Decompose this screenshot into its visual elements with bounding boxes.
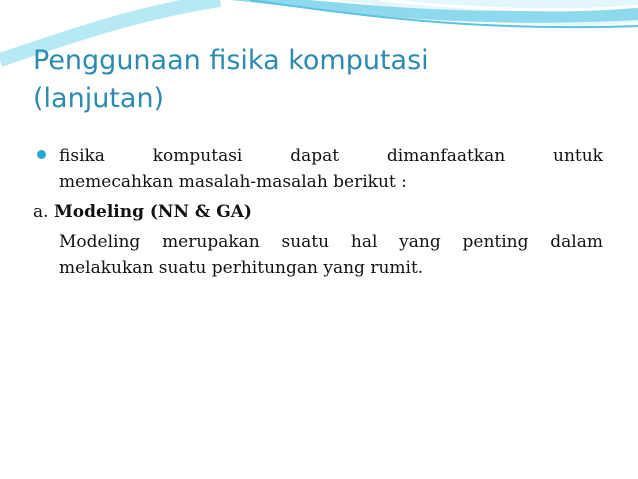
sub-item-prefix: a.	[33, 202, 54, 222]
bullet-item	[33, 143, 603, 195]
slide-title	[33, 42, 623, 118]
bullet-dot-icon	[37, 150, 46, 159]
bullet-text-line: fisika komputasi dapat dimanfaatkan untuk	[59, 146, 603, 166]
sub-item-a	[33, 199, 603, 225]
paragraph	[33, 229, 603, 281]
bullet-text-line: memecahkan masalah-masalah berikut :	[59, 172, 407, 192]
paragraph-line: Modeling merupakan suatu hal yang penting dalam	[59, 232, 603, 252]
slide-body	[33, 143, 603, 281]
slide-title-line: Penggunaan fisika komputasi	[33, 45, 429, 76]
slide-title-line: (lanjutan)	[33, 83, 165, 114]
paragraph-line: melakukan suatu perhitungan yang rumit.	[59, 258, 424, 278]
sub-item-label: Modeling (NN & GA)	[53, 202, 252, 222]
